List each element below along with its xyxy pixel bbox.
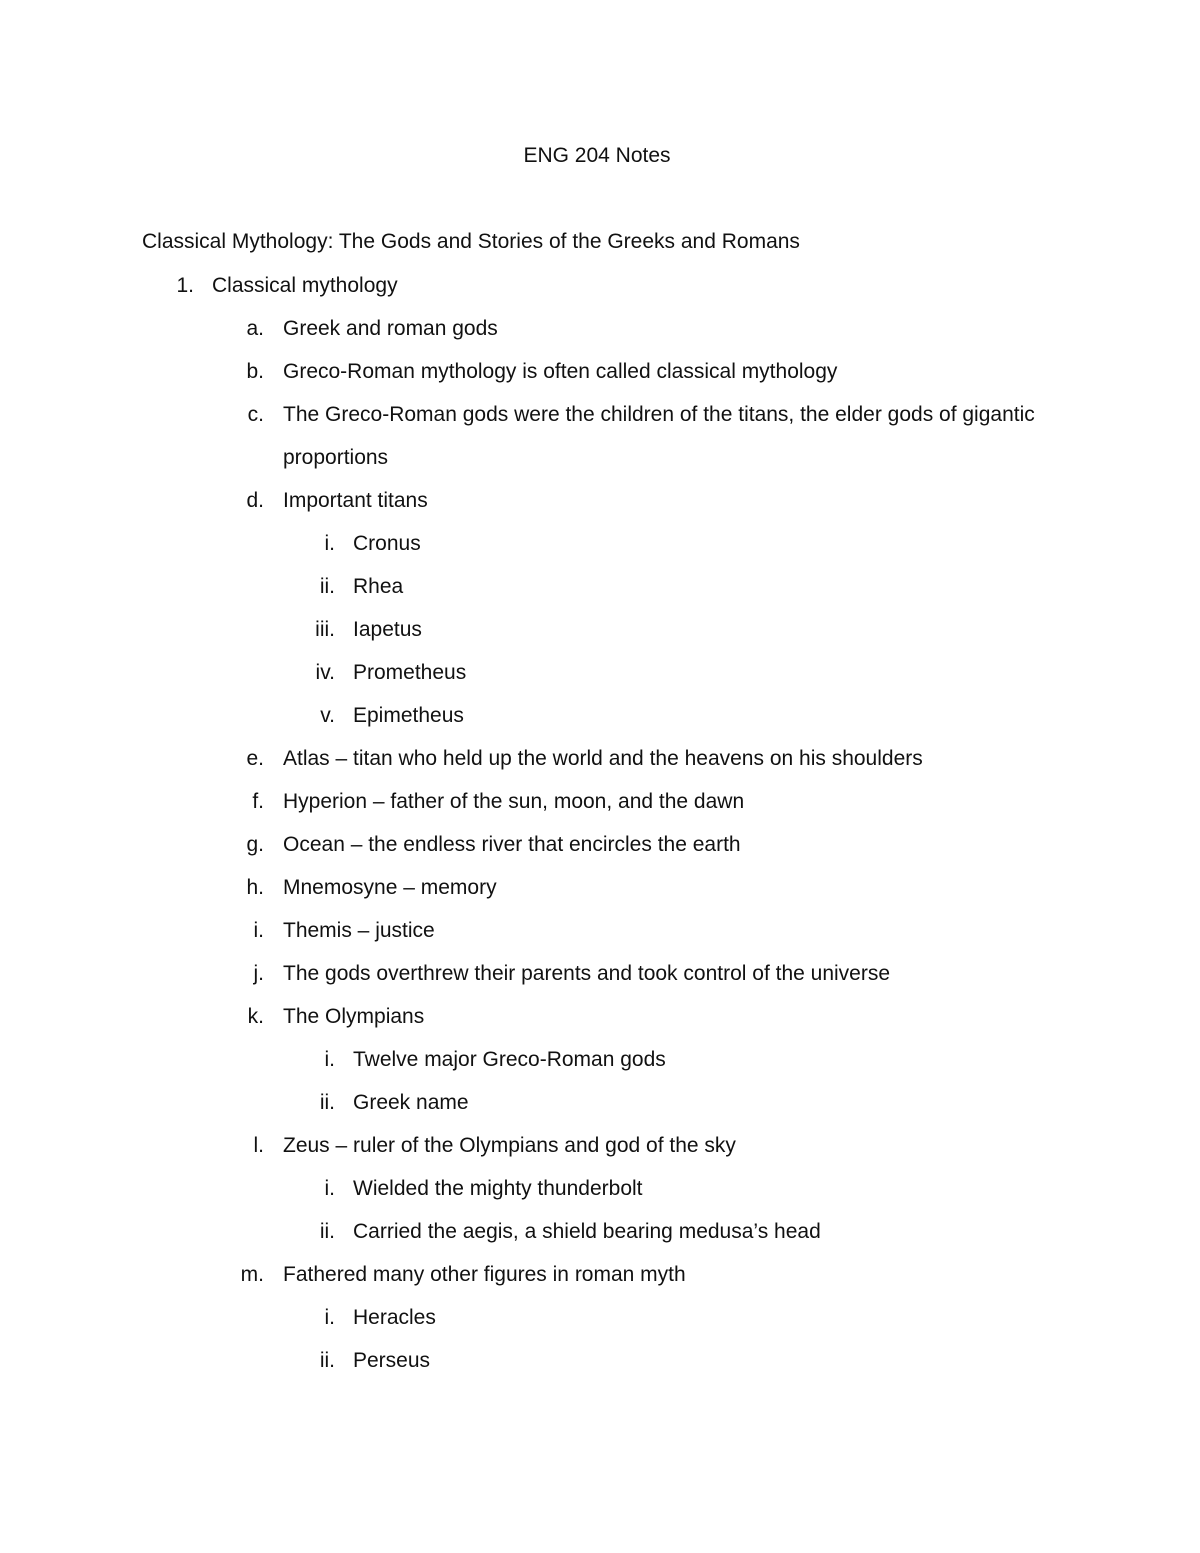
- list-item-text: Atlas – titan who held up the world and the heavens on his shoulders: [283, 747, 923, 770]
- list-item-text: Hyperion – father of the sun, moon, and the dawn: [283, 790, 745, 813]
- list-item-marker: m.: [240, 1263, 264, 1286]
- list-item: [0, 1346, 1200, 1389]
- list-item: [0, 271, 1200, 314]
- list-item: [0, 1131, 1200, 1174]
- list-item: [0, 1260, 1200, 1303]
- list-item: [0, 916, 1200, 959]
- list-item-marker: d.: [246, 489, 264, 512]
- list-item-marker: h.: [246, 876, 264, 899]
- list-item-marker: i.: [253, 919, 264, 942]
- list-item-text: Greco-Roman mythology is often called classical mythology: [283, 360, 838, 383]
- list-item-text: Zeus – ruler of the Olympians and god of the sky: [283, 1134, 736, 1157]
- list-item-marker: ii.: [319, 575, 335, 598]
- list-item: [0, 701, 1200, 744]
- list-item-marker: j.: [253, 962, 264, 985]
- list-item-text: Fathered many other figures in roman myth: [283, 1263, 686, 1286]
- list-item-text: Themis – justice: [283, 919, 435, 942]
- list-item: [0, 1303, 1200, 1346]
- list-item: [0, 1045, 1200, 1088]
- list-item-text: Carried the aegis, a shield bearing medusa’s head: [353, 1220, 821, 1243]
- list-item: [0, 744, 1200, 787]
- list-item: [0, 1002, 1200, 1045]
- list-item-text: Perseus: [353, 1349, 431, 1372]
- list-item-marker: v.: [320, 704, 335, 727]
- list-item-text: Ocean – the endless river that encircles the earth: [283, 833, 741, 856]
- list-item-text: Classical mythology: [212, 274, 398, 297]
- list-item: [0, 1088, 1200, 1131]
- list-item-marker: i.: [324, 1306, 335, 1329]
- list-item-marker: ii.: [319, 1091, 335, 1114]
- list-item-text: Epimetheus: [353, 704, 464, 727]
- list-item-marker: k.: [247, 1005, 264, 1028]
- list-item-text: Greek name: [353, 1091, 469, 1114]
- list-item-marker: f.: [252, 790, 264, 813]
- list-item-marker: l.: [253, 1134, 264, 1157]
- list-item-text: Iapetus: [353, 618, 422, 641]
- document-subtitle: Classical Mythology: The Gods and Stories of the Greeks and Romans: [142, 230, 800, 253]
- list-item: [0, 959, 1200, 1002]
- list-item-text: Important titans: [283, 489, 428, 512]
- list-item: [0, 314, 1200, 357]
- list-item-text: Twelve major Greco-Roman gods: [353, 1048, 666, 1071]
- list-item-marker: b.: [246, 360, 264, 383]
- list-item-text: The Greco-Roman gods were the children of the titans, the elder gods of gigantic proportions: [283, 403, 1035, 469]
- list-item: [0, 787, 1200, 830]
- list-item-marker: e.: [246, 747, 264, 770]
- list-item: [0, 873, 1200, 916]
- list-item-text: Prometheus: [353, 661, 467, 684]
- list-item-marker: i.: [324, 1048, 335, 1071]
- list-item: [0, 529, 1200, 572]
- notes-outline: [0, 271, 1200, 1389]
- list-item-text: Mnemosyne – memory: [283, 876, 497, 899]
- list-item-text: Greek and roman gods: [283, 317, 498, 340]
- list-item: [0, 1217, 1200, 1260]
- list-item-marker: iii.: [315, 618, 335, 641]
- list-item-marker: i.: [324, 532, 335, 555]
- list-item: [0, 486, 1200, 529]
- list-item: [0, 658, 1200, 701]
- list-item-text: The Olympians: [283, 1005, 425, 1028]
- list-item-text: Rhea: [353, 575, 404, 598]
- list-item: [0, 400, 1200, 486]
- list-item: [0, 830, 1200, 873]
- list-item-marker: a.: [246, 317, 264, 340]
- list-item-marker: 1.: [176, 274, 194, 297]
- list-item: [0, 1174, 1200, 1217]
- list-item-marker: i.: [324, 1177, 335, 1200]
- list-item-marker: g.: [246, 833, 264, 856]
- page-title: ENG 204 Notes: [523, 144, 671, 167]
- list-item-marker: ii.: [319, 1220, 335, 1243]
- list-item-marker: ii.: [319, 1349, 335, 1372]
- list-item-text: The gods overthrew their parents and took control of the universe: [283, 962, 891, 985]
- list-item-text: Cronus: [353, 532, 421, 555]
- list-item: [0, 615, 1200, 658]
- list-item-marker: c.: [247, 403, 264, 426]
- list-item-text: Wielded the mighty thunderbolt: [353, 1177, 643, 1200]
- list-item-text: Heracles: [353, 1306, 436, 1329]
- list-item: [0, 572, 1200, 615]
- list-item-marker: iv.: [315, 661, 335, 684]
